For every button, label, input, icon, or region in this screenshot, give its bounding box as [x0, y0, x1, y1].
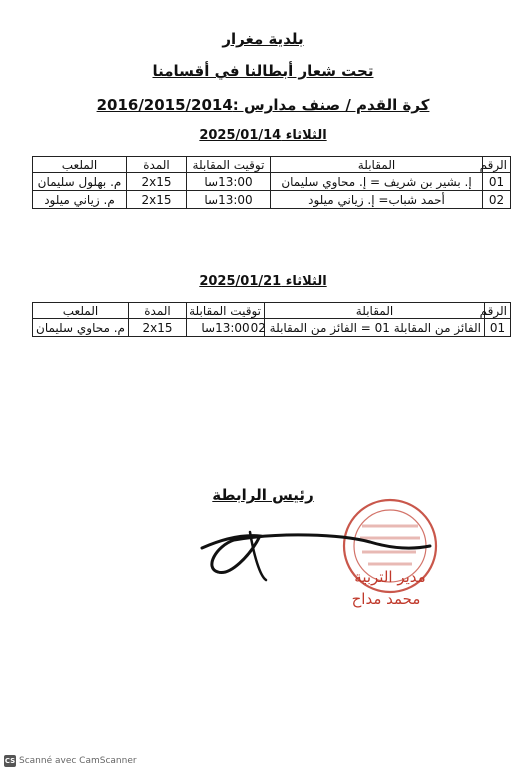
table-header-row [33, 157, 511, 173]
cell-time: 13:00سا [187, 173, 271, 191]
cell-duration: 2x15 [127, 191, 187, 209]
table-row [33, 173, 511, 191]
scanner-footer [4, 755, 137, 767]
col-header-num: الرقم [483, 157, 511, 173]
slogan-title: تحت شعار أبطالنا في أقسامنا [152, 62, 374, 80]
cell-match: الفائز من المقابلة 01 = الفائز من المقابلة 02 [265, 319, 485, 337]
cell-time: 13:00سا [187, 319, 265, 337]
municipality-title: بلدية مغرار [222, 30, 304, 48]
signature-stamp-area [190, 496, 490, 616]
signature-title: رئيس الرابطة [212, 486, 314, 504]
table-row [33, 191, 511, 209]
scanner-watermark-text: Scanné avec CamScanner [19, 756, 137, 766]
col-header-num: الرقم [485, 303, 511, 319]
camscanner-logo: CS [4, 757, 16, 765]
cell-stadium: م. بهلول سليمان [33, 173, 127, 191]
col-header-time: توقيت المقابلة [187, 303, 265, 319]
table-row [33, 319, 511, 337]
stamp-line-1: مدير التربية [354, 568, 426, 586]
table-header-row [33, 303, 511, 319]
col-header-duration: المدة [129, 303, 187, 319]
date-heading-1: الثلاثاء 2025/01/14 [199, 128, 327, 143]
col-header-time: توقيت المقابلة [187, 157, 271, 173]
col-header-stadium: الملعب [33, 157, 127, 173]
cell-stadium: م. زياني ميلود [33, 191, 127, 209]
col-header-match: المقابلة [271, 157, 483, 173]
cell-time: 13:00سا [187, 191, 271, 209]
cell-stadium: م. محاوي سليمان [33, 319, 129, 337]
cell-match: أحمد شباب= إ. زياني ميلود [271, 191, 483, 209]
competition-title: كرة القدم / صنف مدارس :2016/2015/2014 [96, 96, 430, 114]
col-header-stadium: الملعب [33, 303, 129, 319]
col-header-match: المقابلة [265, 303, 485, 319]
cell-duration: 2x15 [129, 319, 187, 337]
official-stamp [344, 500, 436, 608]
schedule-table-1 [32, 156, 511, 209]
handwritten-signature [202, 535, 430, 573]
date-heading-2: الثلاثاء 2025/01/21 [199, 274, 327, 289]
stamp-line-2: محمد مداح [351, 590, 421, 608]
cell-num: 02 [483, 191, 511, 209]
cell-num: 01 [485, 319, 511, 337]
schedule-table-2 [32, 302, 511, 337]
cell-duration: 2x15 [127, 173, 187, 191]
cell-num: 01 [483, 173, 511, 191]
cell-match: إ. بشير بن شريف = إ. محاوي سليمان [271, 173, 483, 191]
col-header-duration: المدة [127, 157, 187, 173]
